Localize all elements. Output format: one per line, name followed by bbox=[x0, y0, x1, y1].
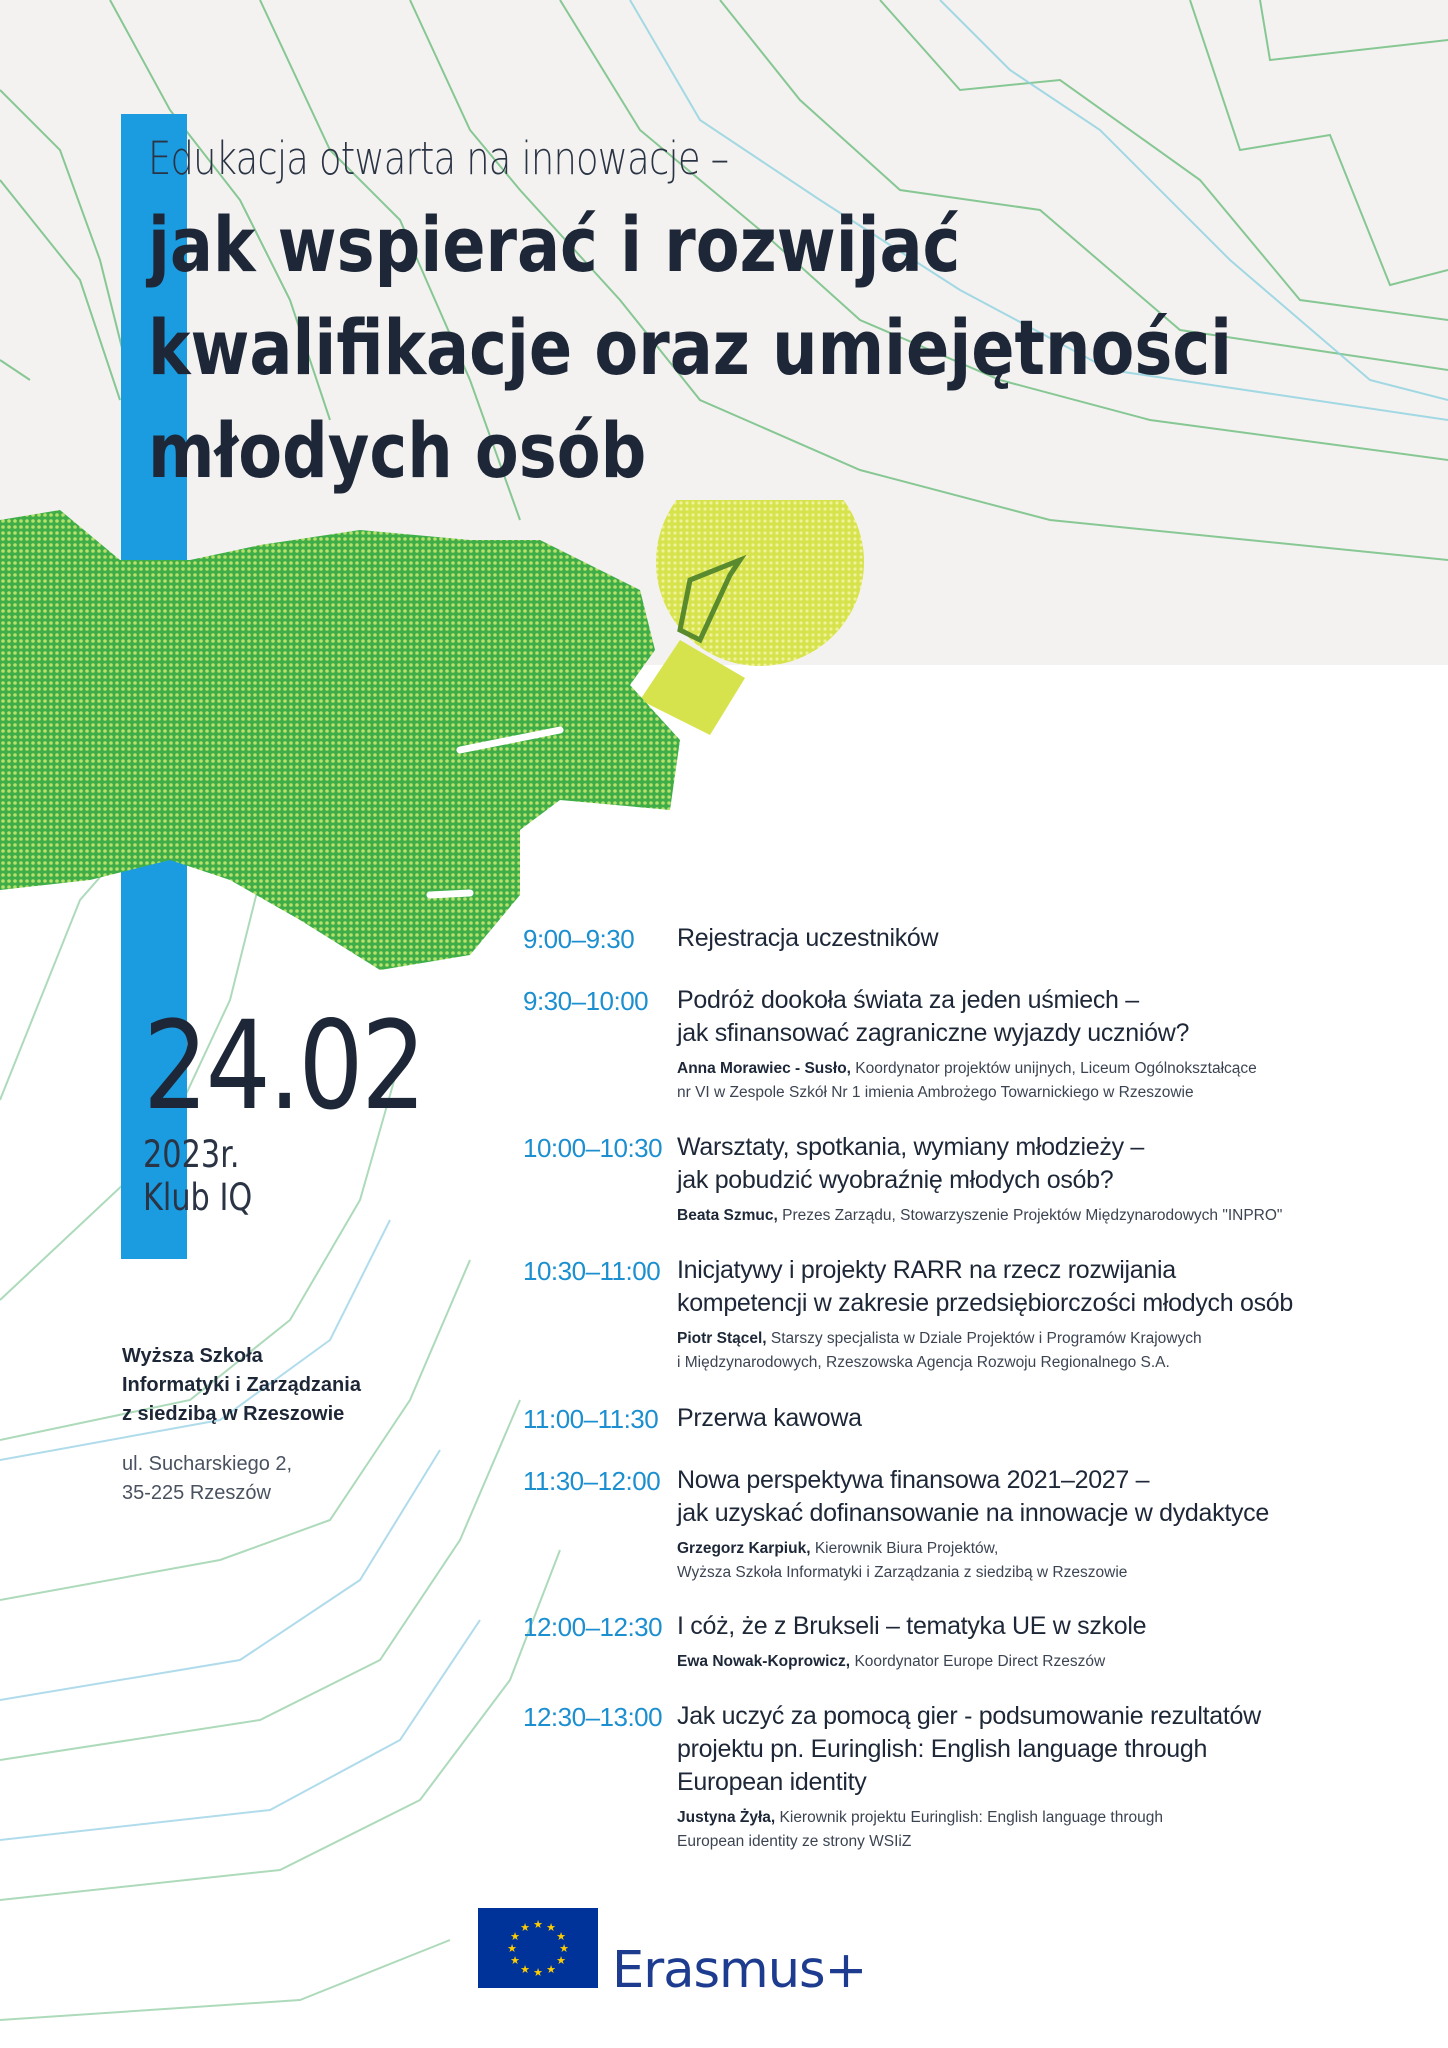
speaker-role: Kierownik Biura Projektów, bbox=[814, 1540, 999, 1557]
event-year: 2023r. bbox=[143, 1133, 240, 1176]
venue-name: z siedzibą w Rzeszowie bbox=[122, 1403, 345, 1425]
agenda-speaker-line bbox=[677, 1806, 1163, 1830]
agenda-title: jak pobudzić wyobraźnię młodych osób? bbox=[677, 1166, 1114, 1194]
agenda-title: European identity bbox=[677, 1768, 867, 1796]
svg-text:★: ★ bbox=[520, 1963, 530, 1976]
venue-name: Informatyki i Zarządzania bbox=[122, 1374, 361, 1396]
agenda-speaker-line bbox=[677, 1537, 998, 1561]
speaker-role: European identity ze strony WSIiZ bbox=[677, 1833, 912, 1850]
hand-lightbulb-illustration bbox=[0, 500, 870, 980]
svg-text:★: ★ bbox=[533, 1966, 543, 1979]
agenda-title: jak sfinansować zagraniczne wyjazdy uczniów? bbox=[677, 1019, 1190, 1047]
speaker-name: Grzegorz Karpiuk, bbox=[677, 1540, 811, 1557]
venue-address: 35-225 Rzeszów bbox=[122, 1482, 271, 1504]
agenda-time: 11:30–12:00 bbox=[523, 1466, 661, 1496]
eu-flag-icon bbox=[478, 1908, 598, 1988]
agenda-time: 12:30–13:00 bbox=[523, 1702, 663, 1732]
agenda-title: Przerwa kawowa bbox=[677, 1404, 862, 1432]
speaker-name: Piotr Stącel, bbox=[677, 1330, 767, 1347]
agenda-speaker-line bbox=[677, 1057, 1257, 1081]
agenda-time: 10:30–11:00 bbox=[523, 1256, 661, 1286]
svg-text:★: ★ bbox=[556, 1954, 566, 1967]
svg-text:★: ★ bbox=[546, 1921, 556, 1934]
agenda-title: I cóż, że z Brukseli – tematyka UE w szkole bbox=[677, 1612, 1147, 1640]
agenda-time: 11:00–11:30 bbox=[523, 1404, 659, 1434]
agenda-title: Warsztaty, spotkania, wymiany młodzieży – bbox=[677, 1133, 1145, 1161]
svg-text:★: ★ bbox=[510, 1930, 520, 1943]
event-title-line: jak wspierać i rozwijać bbox=[148, 200, 961, 289]
agenda-time: 12:00–12:30 bbox=[523, 1612, 663, 1642]
erasmus-logo: Erasmus+ bbox=[612, 1941, 867, 2000]
svg-text:★: ★ bbox=[559, 1942, 569, 1955]
svg-text:★: ★ bbox=[520, 1921, 530, 1934]
speaker-name: Justyna Żyła, bbox=[677, 1809, 776, 1826]
speaker-role: Kierownik projektu Euringlish: English language through bbox=[779, 1809, 1163, 1826]
agenda-title: Rejestracja uczestników bbox=[677, 924, 939, 952]
agenda-time: 9:00–9:30 bbox=[523, 924, 635, 954]
venue-name: Wyższa Szkoła bbox=[122, 1345, 263, 1367]
svg-text:★: ★ bbox=[533, 1918, 543, 1931]
svg-text:★: ★ bbox=[556, 1930, 566, 1943]
agenda-title: Jak uczyć za pomocą gier - podsumowanie rezultatów bbox=[677, 1702, 1261, 1730]
svg-text:★: ★ bbox=[507, 1942, 517, 1955]
speaker-role: Prezes Zarządu, Stowarzyszenie Projektów Międzynarodowych "INPRO" bbox=[782, 1207, 1283, 1224]
speaker-name: Anna Morawiec - Susło, bbox=[677, 1060, 851, 1077]
event-title-line: kwalifikacje oraz umiejętności bbox=[148, 303, 1233, 392]
agenda-time: 9:30–10:00 bbox=[523, 986, 649, 1016]
speaker-role: Wyższa Szkoła Informatyki i Zarządzania z siedzibą w Rzeszowie bbox=[677, 1564, 1128, 1581]
svg-text:★: ★ bbox=[546, 1963, 556, 1976]
agenda-title: projektu pn. Euringlish: English language through bbox=[677, 1735, 1208, 1763]
svg-text:★: ★ bbox=[510, 1954, 520, 1967]
speaker-role: nr VI w Zespole Szkół Nr 1 imienia Ambrożego Towarnickiego w Rzeszowie bbox=[677, 1084, 1194, 1101]
agenda-speaker-line bbox=[677, 1204, 1282, 1228]
speaker-role: Koordynator Europe Direct Rzeszów bbox=[854, 1653, 1106, 1670]
event-date: 24.02 bbox=[143, 995, 424, 1137]
event-place: Klub IQ bbox=[143, 1176, 253, 1219]
agenda-title: jak uzyskać dofinansowanie na innowacje w dydaktyce bbox=[677, 1499, 1269, 1527]
agenda-speaker-line bbox=[677, 1650, 1105, 1674]
venue-address: ul. Sucharskiego 2, bbox=[122, 1453, 293, 1475]
speaker-name: Beata Szmuc, bbox=[677, 1207, 778, 1224]
title-block bbox=[148, 132, 1348, 502]
speaker-role: i Międzynarodowych, Rzeszowska Agencja Rozwoju Regionalnego S.A. bbox=[677, 1354, 1170, 1371]
agenda-speaker-line bbox=[677, 1327, 1202, 1351]
speaker-role: Starszy specjalista w Dziale Projektów i Programów Krajowych bbox=[770, 1330, 1202, 1347]
agenda-title: Nowa perspektywa finansowa 2021–2027 – bbox=[677, 1466, 1150, 1494]
agenda-time: 10:00–10:30 bbox=[523, 1133, 663, 1163]
agenda-title: Inicjatywy i projekty RARR na rzecz rozwijania bbox=[677, 1256, 1176, 1284]
event-title-line: młodych osób bbox=[148, 406, 647, 495]
speaker-name: Ewa Nowak-Koprowicz, bbox=[677, 1653, 851, 1670]
speaker-role: Koordynator projektów unijnych, Liceum Ogólnokształcące bbox=[855, 1060, 1257, 1077]
agenda-title: kompetencji w zakresie przedsiębiorczości młodych osób bbox=[677, 1289, 1294, 1317]
agenda-title: Podróż dookoła świata za jeden uśmiech – bbox=[677, 986, 1139, 1014]
event-subtitle: Edukacja otwarta na innowacje – bbox=[148, 132, 729, 185]
